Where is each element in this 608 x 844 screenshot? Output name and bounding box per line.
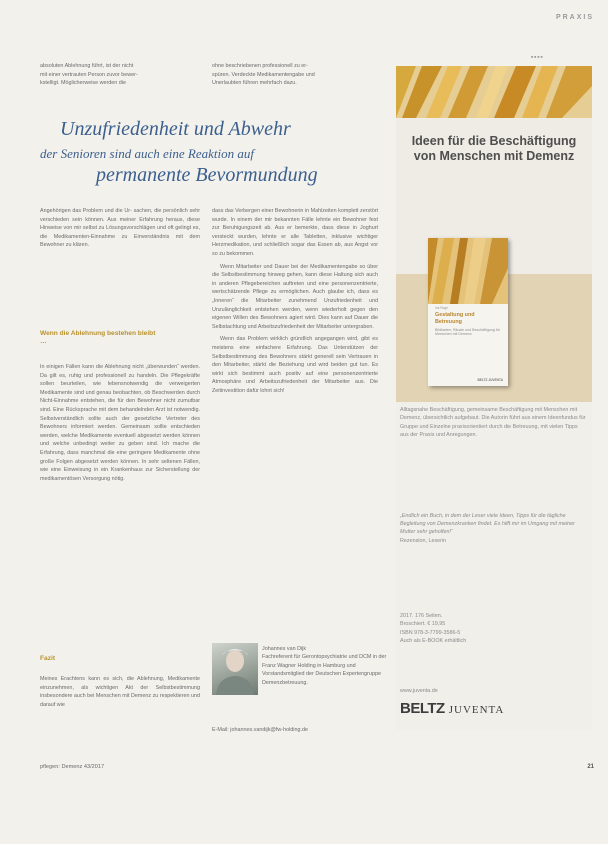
text-line: kstelligt. Möglicherweise werden die xyxy=(40,80,126,87)
paragraph: Meines Erachtens kann es sich, die Ablehnung, Medikamente einzunehmen, als wichtigen Akt der Selbstbestimmung insbesondere auch bei Menschen mit Demenz zu respektieren und darauf wie xyxy=(40,676,200,708)
column-middle xyxy=(212,207,378,399)
logo-beltz: BELTZ xyxy=(400,700,445,717)
author-email: E-Mail: johannes.vandijk@fw-holding.de xyxy=(212,727,308,733)
person-icon xyxy=(212,643,258,695)
text-line: spüren. Verdeckte Medikamentengabe und xyxy=(212,71,315,78)
column-left-fazit xyxy=(40,675,200,713)
ad-url[interactable]: www.juventa.de xyxy=(400,688,438,694)
book-author: Ina Ruge xyxy=(435,306,448,310)
fact-line: Broschiert. € 19,95 xyxy=(400,621,446,628)
book-subtitle: Bildkarten, Rituale und Beschäftigung für Menschen mit Demenz xyxy=(435,328,501,337)
top-left-text xyxy=(40,62,200,88)
book-cover xyxy=(428,238,508,386)
page-number: 21 xyxy=(587,764,594,770)
headline-line2: der Senioren sind auch eine Reaktion auf xyxy=(40,146,254,161)
column-left xyxy=(40,207,200,254)
subhead-fazit: Fazit xyxy=(40,655,56,662)
author-bio: Fachreferent für Gerontopsychiatrie und DCM in der Franz Wagner Holding in Hamburg und Vorstandsmitglied der Deutschen Expertengruppe Demenzbetreuung. xyxy=(262,654,387,686)
text-line: ohne beschriebenen professionell zu er- xyxy=(212,63,308,69)
logo-juventa: JUVENTA xyxy=(448,704,505,716)
quote-source: Rezension, Leserin xyxy=(400,537,447,544)
paragraph: Wenn das Problem wirklich gründlich angegangen wird, gibt es meistens eine einfachere Erfahrung. Das Unterstützen der Selbstbestimmung des Bewohners stärkt generell sein Vertrauen in den Mitarbeiter, stärkt die Beziehung und wird beiden gut tun. Es wirkt sich bestimmt auch positiv auf eine personenzentrierte Atmosphäre und Arbeitszufriedenheit der Mitarbeiter aus. Die Zeitinvestition dafür lohnt sich! xyxy=(212,336,378,394)
fact-line: 2017. 176 Seiten. xyxy=(400,613,443,619)
fact-line: Auch als E-BOOK erhältlich xyxy=(400,638,467,645)
footer-magazine: pflegen: Demenz 43/2017 xyxy=(40,764,105,770)
stripes-graphic xyxy=(396,66,592,118)
paragraph: In einigen Fällen kann die Ablehnung nicht „überwunden“ werden. Da gilt es, ruhig und professionell zu handeln. Die Pflegekräfte sollen beurteilen, wie lebensnotwendig die verweigerten Medikamente sind und genau beobachten, ob Beschwerden durch Nicht-Einnahme entstehen, die für den Bewohner nicht zumutbar sind. Eine Rücksprache mit dem behandelnden Arzt ist notwendig. Selbstverständlich sollte auch der gesetzliche Vertreter des Bewohners informiert werden. Gemeinsam sollte entschieden werden, welche Medikamente eventuell abgesetzt werden können und welche unbedingt weiter zu geben sind. Ich mache die Erfahrung, dass manchmal die eine geringere Medikamente ohne große Folgen abgesetzt werden können. In sehr seltenen Fällen, wie eine Einweisung in ein Krankenhaus zur Sicherstellung der medikamentösen Versorgung nötig. xyxy=(40,364,200,482)
headline-line1: Unzufriedenheit und Abwehr xyxy=(60,118,291,140)
tiny-note: ■ ■ ■ ■ xyxy=(531,55,543,59)
section-tag: PRAXIS xyxy=(555,14,594,21)
paragraph: Wenn Mitarbeiter und Dauer bei der Medikamentengabe so über die Selbstbestimmung hinweg gehen, kann diese Haltung sich auch in anderen Pflegebereichen auftreten und eine personenzentrierte, wertschätzende Pflege zu ermöglichen. Auch glaube ich, dass es „Inneren“ die Mitarbeiter zunehmend Unzufriedenheit und Unzulänglichkeit entstehen werden, wenn wiederholt gegen den eigenen Willen des Bewohners agiert wird. Dies kann auf Dauer die Selbstachtung und Arbeitszufriedenheit der Mitarbeiter untergraben. xyxy=(212,263,378,330)
ad-description: Alltagsnahe Beschäftigung, gemeinsame Beschäftigung mit Menschen mit Demenz, übersichtlich aufgebaut. Die Autorin führt aus einem Ideenfundus für Gruppe und Einzelne praxisorientiert durch die Betreuung, mit vielen Tipps aus der Praxis und Anregungen. xyxy=(400,407,586,439)
quote-text: „Endlich ein Buch, in dem der Leser viele Ideen, Tipps für die tägliche Begleitung von Demenzkranken findet. Es hilft mir im Umgang mit meiner Mutter sehr geholfen!“ xyxy=(400,513,575,536)
ad-quote xyxy=(400,512,586,545)
book-cover-stripes xyxy=(428,238,508,304)
subhead-ablehnung: Wenn die Ablehnung bestehen bleibt … xyxy=(40,330,156,346)
book-title: Gestaltung und Betreuung xyxy=(435,312,475,325)
text-line: Unerlaubten führen mehrfach dazu. xyxy=(212,80,297,87)
paragraph: Angehörigen das Problem und die Ur- sachen, die persönlich sehr verschieden sein können. Aus meiner Erfahrung heraus, diese Hinweise von mir selbst zu Lösungsvorschlägen und oft gelingt es, die Medikamenten-Einnahme zu Einverständnis mit dem Bewohner zu klären. xyxy=(40,208,200,249)
headline-line3: permanente Bevormundung xyxy=(96,164,318,186)
ad-facts xyxy=(400,612,586,646)
ad-stripes xyxy=(396,66,592,118)
author-photo xyxy=(212,643,258,695)
author-name: Johannes van Dijk xyxy=(262,646,307,652)
text-line: mit einer vertrauten Person zuvor bewer- xyxy=(40,71,138,78)
fact-line: ISBN 978-3-7799-3586-5 xyxy=(400,629,461,636)
publisher-logo xyxy=(400,700,504,718)
book-publisher: BELTZ JUVENTA xyxy=(477,378,503,382)
text-line: absoluten Ablehnung führt, ist der nicht xyxy=(40,63,134,69)
paragraph: dass das Verbergen einer Bewohnerin in Mahlzeiten komplett zerstört wurde. In einem der mir bekannten Fälle lehnte ein Bewohner fest zur Beruhigungszeit ab. Aus er bemerkte, dass diese in Joghurt versteckt wurden, lehnte er alle Tabletten, inklusive wichtiger Herzmedikation, und schließlich sogar das Essen ab, aus Angst vor so zu bekommen. xyxy=(212,208,379,257)
ad-title: Ideen für die Beschäftigung von Menschen mit Demenz xyxy=(411,134,577,163)
top-mid-text xyxy=(212,62,378,88)
column-left-body xyxy=(40,363,200,487)
author-info xyxy=(262,645,392,687)
